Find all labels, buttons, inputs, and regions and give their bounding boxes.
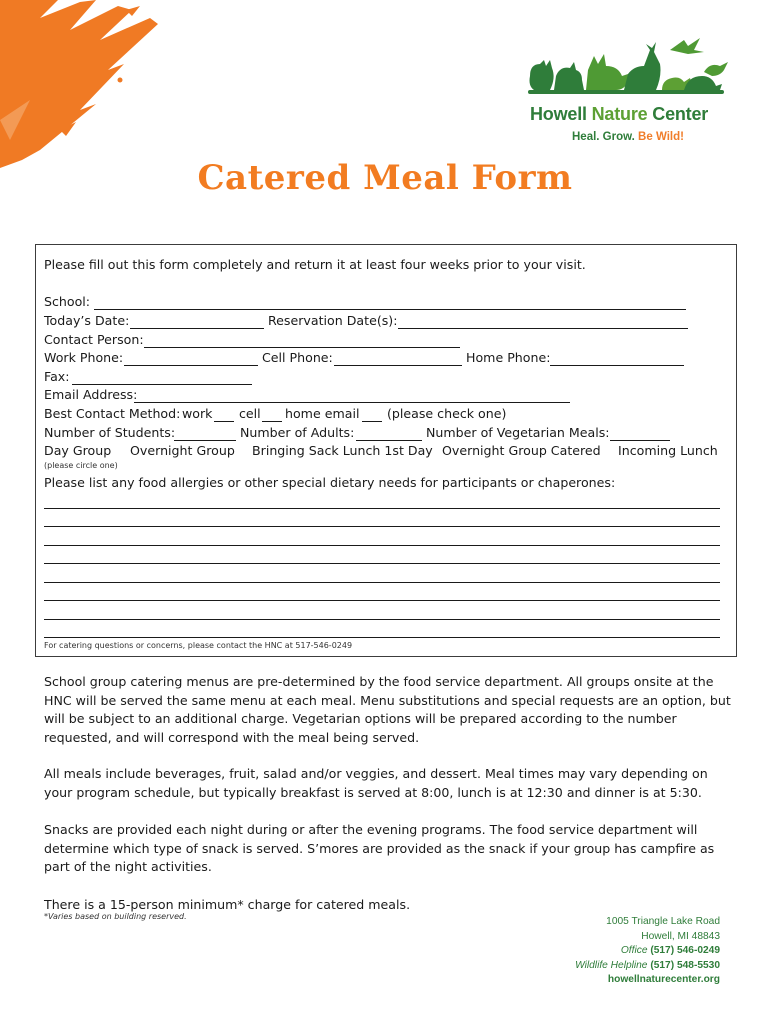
contact-work-checkbox[interactable]	[214, 421, 234, 422]
vegetarian-label: Number of Vegetarian Meals:	[426, 425, 610, 440]
office-label: Office	[620, 945, 648, 957]
vegetarian-field[interactable]	[610, 440, 670, 441]
contact-cell-checkbox[interactable]	[262, 421, 282, 422]
group-option-incoming-lunch[interactable]: Incoming Lunch	[618, 443, 718, 458]
todays-date-field[interactable]	[130, 328, 264, 329]
students-label: Number of Students:	[44, 425, 176, 440]
form-instructions: Please fill out this form completely and return it at least four weeks prior to your visit.	[44, 257, 586, 272]
tagline-part2: Be Wild!	[638, 131, 684, 143]
school-label: School:	[44, 294, 91, 309]
paragraph-meals: All meals include beverages, fruit, salad and/or veggies, and dessert. Meal times may vary depending on your program schedule, but typically breakfast is served at 8:00, lunch is at 12:30 and dinner is at 5:30.	[44, 766, 708, 800]
adults-label: Number of Adults:	[240, 425, 355, 440]
school-field[interactable]	[94, 309, 686, 310]
helpline-label: Wildlife Helpline	[575, 959, 648, 971]
helpline-line	[575, 959, 720, 974]
allergy-line-8[interactable]	[44, 637, 720, 638]
email-label: Email Address:	[44, 387, 138, 402]
students-field[interactable]	[174, 440, 236, 441]
best-contact-label: Best Contact Method:	[44, 406, 181, 421]
group-option-day[interactable]: Day Group	[44, 443, 112, 458]
address-city: Howell, MI 48843	[641, 930, 720, 942]
footnote: *Varies based on building reserved.	[44, 912, 187, 921]
allergy-line-7[interactable]	[44, 619, 720, 620]
reservation-dates-field[interactable]	[398, 328, 688, 329]
work-phone-label: Work Phone:	[44, 350, 124, 365]
group-option-overnight-catered[interactable]: Overnight Group Catered	[442, 443, 601, 458]
website-text: howellnaturecenter.org	[607, 974, 720, 986]
contact-email-checkbox[interactable]	[362, 421, 382, 422]
allergy-line-6[interactable]	[44, 600, 720, 601]
allergy-line-2[interactable]	[44, 526, 720, 527]
todays-date-label: Today’s Date:	[44, 313, 130, 328]
helpline-phone: (517) 548-5530	[650, 959, 720, 971]
circle-one-note: (please circle one)	[44, 461, 118, 470]
home-phone-field[interactable]	[550, 365, 684, 366]
paragraph-minimum: There is a 15-person minimum* charge for catered meals.	[44, 897, 411, 912]
fax-field[interactable]	[72, 384, 252, 385]
howell-nature-center-logo	[524, 36, 734, 146]
group-option-sack-lunch[interactable]: Bringing Sack Lunch 1st Day	[252, 443, 433, 458]
allergy-line-5[interactable]	[44, 582, 720, 583]
allergy-line-3[interactable]	[44, 545, 720, 546]
orange-paint-splash-decoration	[0, 0, 170, 170]
home-phone-label: Home Phone:	[466, 350, 551, 365]
page-title: Catered Meal Form	[197, 158, 573, 198]
adults-field[interactable]	[356, 440, 422, 441]
office-phone: (517) 546-0249	[650, 945, 720, 957]
contact-option-email: home email	[285, 406, 360, 421]
address-block	[575, 915, 720, 988]
email-field[interactable]	[134, 402, 570, 403]
work-phone-field[interactable]	[124, 365, 258, 366]
contact-option-work: work	[182, 406, 213, 421]
address-street: 1005 Triangle Lake Road	[606, 916, 720, 927]
allergies-label: Please list any food allergies or other special dietary needs for participants or chaperones:	[44, 475, 616, 490]
brand-word-nature: Nature	[591, 104, 648, 124]
allergy-line-4[interactable]	[44, 563, 720, 564]
contact-method-note: (please check one)	[387, 406, 507, 421]
website-link[interactable]	[575, 973, 720, 988]
contact-person-field[interactable]	[144, 347, 460, 348]
group-option-overnight[interactable]: Overnight Group	[130, 443, 235, 458]
animal-silhouettes-logo	[524, 36, 734, 102]
cell-phone-label: Cell Phone:	[262, 350, 333, 365]
brand-word-center: Center	[652, 104, 709, 124]
paragraph-menus: School group catering menus are pre-determined by the food service department. All groups onsite at the HNC will be served the same menu at each meal. Menu substitutions and special requests are an option, but will be subject to an additional charge. Vegetarian options will be prepared according to the number requested, and will correspond with the meal being served.	[44, 674, 731, 745]
reservation-dates-label: Reservation Date(s):	[268, 313, 398, 328]
fax-label: Fax:	[44, 369, 70, 384]
brand-name	[530, 104, 708, 125]
office-line	[575, 944, 720, 959]
allergy-line-1[interactable]	[44, 508, 720, 509]
brand-word-howell: Howell	[530, 104, 587, 124]
contact-person-label: Contact Person:	[44, 332, 144, 347]
tagline-part1: Heal. Grow.	[572, 131, 635, 143]
catering-contact-note: For catering questions or concerns, please contact the HNC at 517-546-0249	[44, 641, 353, 650]
tagline	[572, 131, 684, 143]
contact-option-cell: cell	[239, 406, 261, 421]
cell-phone-field[interactable]	[334, 365, 462, 366]
paragraph-snacks: Snacks are provided each night during or after the evening programs. The food service department will determine which type of snack is served. S’mores are provided as the snack if your group has campfire as part of the night activities.	[44, 822, 715, 875]
